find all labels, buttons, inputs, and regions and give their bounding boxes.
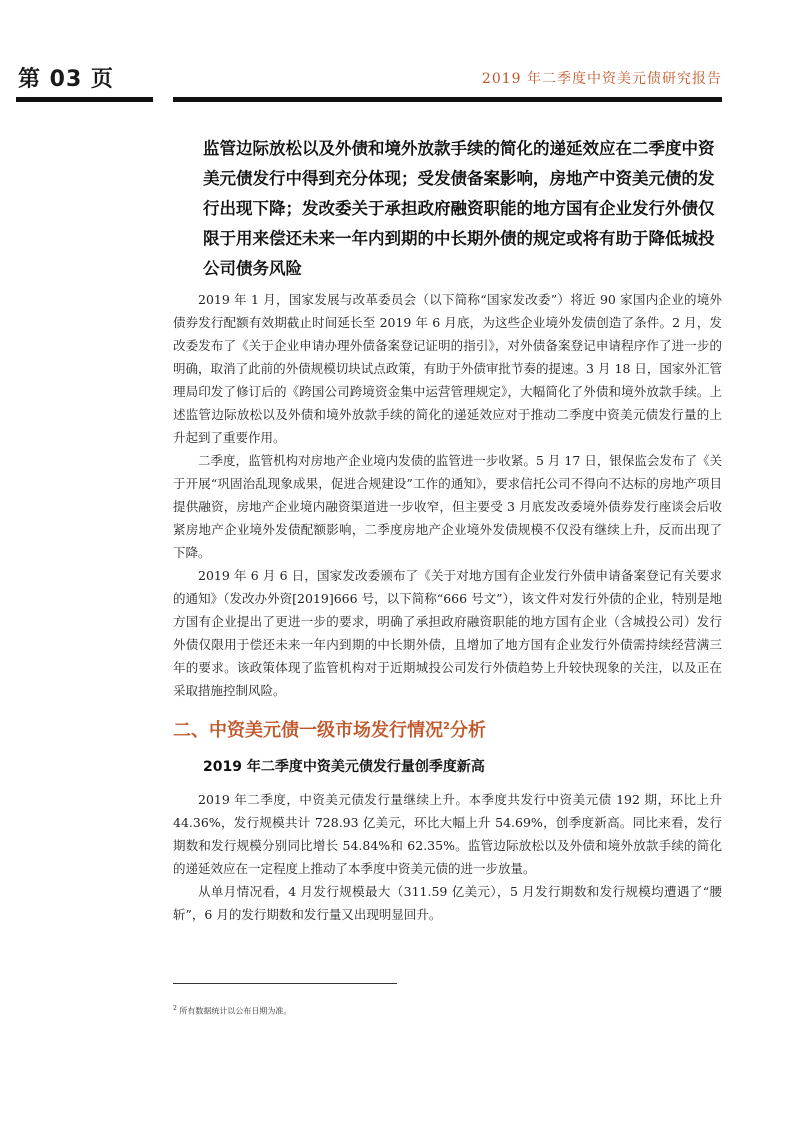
header-rule-right (173, 97, 722, 102)
sub-heading: 2019 年二季度中资美元债发行量创季度新高 (203, 759, 485, 775)
section-footnote-ref: 2 (443, 721, 450, 732)
body-paragraph-2: 二季度，监管机构对房地产企业境内发债的监管进一步收紧。5 月 17 日，银保监会发布了《关于开展“巩固治乱现象成果，促进合规建设”工作的通知》，要求信托公司不得向不达标的房地产项目提供融资，房地产企业境内融资渠道进一步收窄，但主要受 3 月底发改委境外债券发行座谈会后收紧房地产企业境外发债配额影响，二季度房地产企业境外发债规模不仅没有继续上升，反而出现了下降。 (173, 453, 722, 560)
footnote-mark: 2 (173, 1005, 177, 1012)
footnote-text: 所有数据统计以公布日期为准。 (179, 1006, 292, 1016)
lead-heading: 监管边际放松以及外债和境外放款手续的简化的递延效应在二季度中资美元债发行中得到充分体现；受发债备案影响，房地产中资美元债的发行出现下降；发改委关于承担政府融资职能的地方国有企业发行外债仅限于用来偿还未来一年内到期的中长期外债的规定或将有助于降低城投公司债务风险 (203, 139, 715, 278)
body-paragraph-1: 2019 年 1 月，国家发展与改革委员会（以下简称“国家发改委”）将近 90 家国内企业的境外债券发行配额有效期截止时间延长至 2019 年 6 月底，为这些企业境外发债创造了条件。2 月，发改委发布了《关于企业申请办理外债备案登记证明的指引》，对外债备案登记申请程序作了进一步的明确，取消了此前的外债规模切块试点政策，有助于外债审批节奏的提速。3 月 18 日，国家外汇管理局印发了修订后的《跨国公司跨境资金集中运营管理规定》，大幅简化了外债和境外放款手续。上述监管边际放松以及外债和境外放款手续的简化的递延效应对于推动二季度中资美元债发行量的上升起到了重要作用。 (173, 292, 722, 445)
body-paragraph-3: 2019 年 6 月 6 日，国家发改委颁布了《关于对地方国有企业发行外债申请备案登记有关要求的通知》（发改办外资[2019]666 号，以下简称“666 号文”），该文件对发行外债的企业，特别是地方国有企业提出了更进一步的要求，明确了承担政府融资职能的地方国有企业（含城投公司）发行外债仅限用于偿还未来一年内到期的中长期外债，且增加了地方国有企业发行外债需持续经营满三年的要求。该政策体现了监管机构对于近期城投公司发行外债趋势上升较快现象的关注，以及正在采取措施控制风险。 (173, 568, 722, 698)
section-paragraph-2: 从单月情况看，4 月发行规模最大（311.59 亿美元），5 月发行期数和发行规模均遭遇了“腰斩”，6 月的发行期数和发行量又出现明显回升。 (173, 884, 722, 922)
header-rule-left (16, 97, 153, 102)
footnote-rule (173, 983, 397, 984)
section-paragraph-1: 2019 年二季度，中资美元债发行量继续上升。本季度共发行中资美元债 192 期，环比上升 44.36%，发行规模共计 728.93 亿美元，环比大幅上升 54.69%，创季度新高。同比来看，发行期数和发行规模分别同比增长 54.84%和 62.35%。监管边际放松以及外债和境外放款手续的简化的递延效应在一定程度上推动了本季度中资美元债的进一步放量。 (173, 792, 722, 876)
section-heading (173, 716, 722, 742)
section-title: 二、中资美元债一级市场发行情况 (173, 720, 443, 741)
report-title: 2019 年二季度中资美元债研究报告 (481, 71, 722, 87)
footnote (173, 1005, 291, 1017)
page-number: 第 03 页 (18, 67, 114, 92)
section-title-suffix: 分析 (449, 720, 486, 741)
main-content (173, 128, 722, 926)
